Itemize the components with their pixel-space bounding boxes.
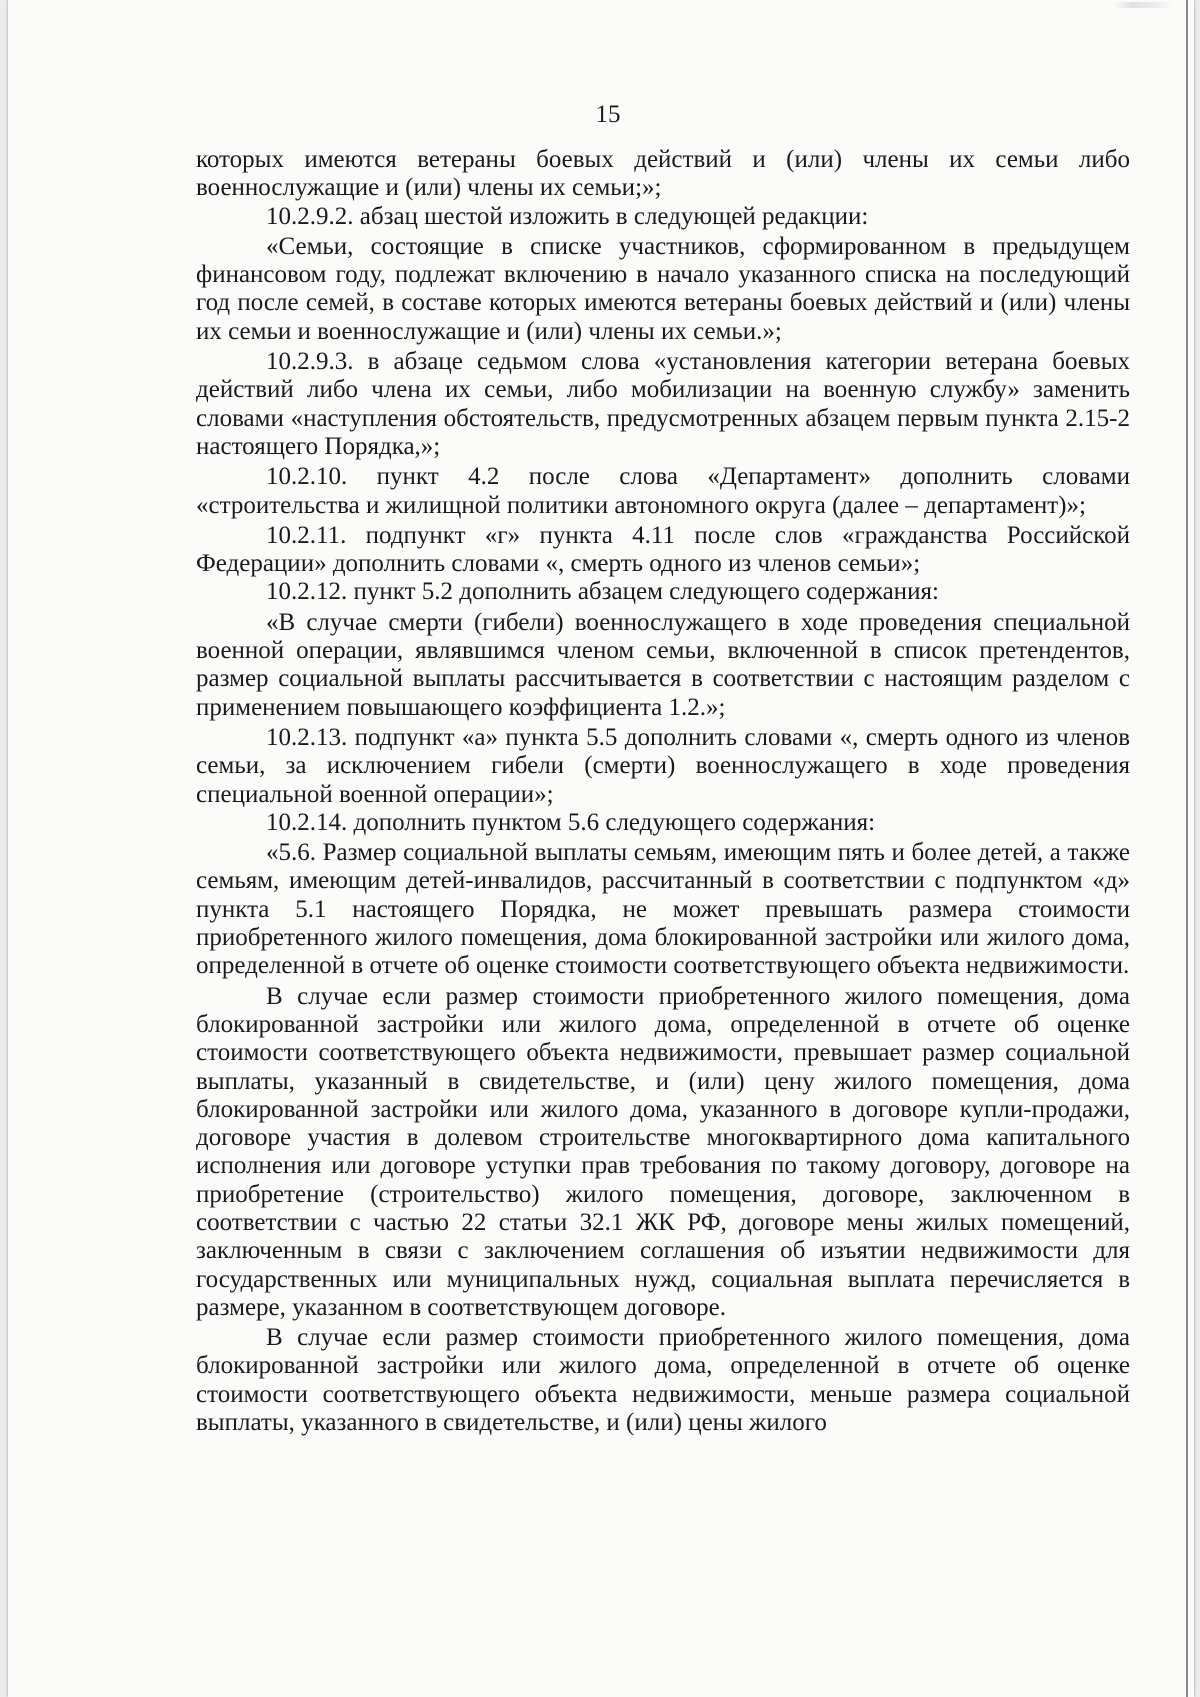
paragraph-less-case: В случае если размер стоимости приобретенного жилого помещения, дома блокированной застройки или жилого дома, определенной в отчете об оценке стоимости соответствующего объекта недвижимости, меньше размера социальной выплаты, указанного в свидетельстве, и (или) цены жилого	[196, 1324, 1130, 1437]
paragraph-10-2-10: 10.2.10. пункт 4.2 после слова «Департамент» дополнить словами «строительства и жилищной политики автономного округа (далее – департамент)»;	[196, 463, 1130, 519]
paragraph-10-2-14: 10.2.14. дополнить пунктом 5.6 следующего содержания:	[266, 808, 876, 836]
paragraph-10-2-12: 10.2.12. пункт 5.2 дополнить абзацем следующего содержания:	[266, 578, 939, 606]
page-edge-shadow	[1186, 0, 1188, 1697]
paragraph-quote-death: «В случае смерти (гибели) военнослужащего в ходе проведения специальной военной операции, являвшимся членом семьи, включенной в список претендентов, размер социальной выплаты рассчитывается в соответствии с настоящим разделом с применением повышающего коэффициента 1.2.»;	[196, 608, 1130, 721]
document-page	[8, 0, 1194, 1697]
paragraph-10-2-9-2: 10.2.9.2. абзац шестой изложить в следующей редакции:	[266, 202, 869, 230]
paragraph-10-2-11: 10.2.11. подпункт «г» пункта 4.11 после слов «гражданства Российской Федерации» дополнить словами «, смерть одного из членов семьи»;	[196, 521, 1130, 578]
paragraph-quote-families: «Семьи, состоящие в списке участников, сформированном в предыдущем финансовом году, подлежат включению в начало указанного списка на последующий год после семей, в составе которых имеются ветераны боевых действий и (или) члены их семьи и военнослужащие и (или) члены их семьи.»;	[196, 232, 1130, 345]
document-body	[196, 146, 1130, 1437]
paragraph-exceeds-case: В случае если размер стоимости приобретенного жилого помещения, дома блокированной застройки или жилого дома, определенной в отчете об оценке стоимости соответствующего объекта недвижимости, превышает размер социальной выплаты, указанный в свидетельстве, и (или) цену жилого помещения, дома блокированной застройки или жилого дома, указанного в договоре купли-продажи, договоре участия в долевом строительстве многоквартирного дома капитального исполнения или договоре уступки прав требования по такому договору, договоре на приобретение (строительство) жилого помещения, договоре, заключенном в соответствии с частью 22 статьи 32.1 ЖК РФ, договоре мены жилых помещений, заключенным в связи с заключением соглашения об изъятии недвижимости для государственных или муниципальных нужд, социальная выплата перечисляется в размере, указанном в соответствующем договоре.	[196, 982, 1130, 1321]
paragraph-10-2-9-3: 10.2.9.3. в абзаце седьмом слова «установления категории ветерана боевых действий либо члена их семьи, либо мобилизации на военную службу» заменить словами «наступления обстоятельств, предусмотренных абзацем первым пункта 2.15-2 настоящего Порядка,»;	[196, 348, 1130, 460]
paragraph-quote-5-6: «5.6. Размер социальной выплаты семьям, имеющим пять и более детей, а также семьям, имеющим детей-инвалидов, рассчитанный в соответствии с подпунктом «д» пункта 5.1 настоящего Порядка, не может превышать размера стоимости приобретенного жилого помещения, дома блокированной застройки или жилого дома, определенной в отчете об оценке стоимости соответствующего объекта недвижимости.	[196, 839, 1130, 980]
scan-artifact	[1114, 2, 1174, 8]
paragraph-continuation: которых имеются ветераны боевых действий и (или) члены их семьи либо военнослужащие и (или) члены их семьи;»;	[196, 146, 1130, 202]
paragraph-10-2-13: 10.2.13. подпункт «а» пункта 5.5 дополнить словами «, смерть одного из членов семьи, за исключением гибели (смерти) военнослужащего в ходе проведения специальной военной операции»;	[196, 723, 1130, 808]
page-number: 15	[595, 101, 621, 128]
